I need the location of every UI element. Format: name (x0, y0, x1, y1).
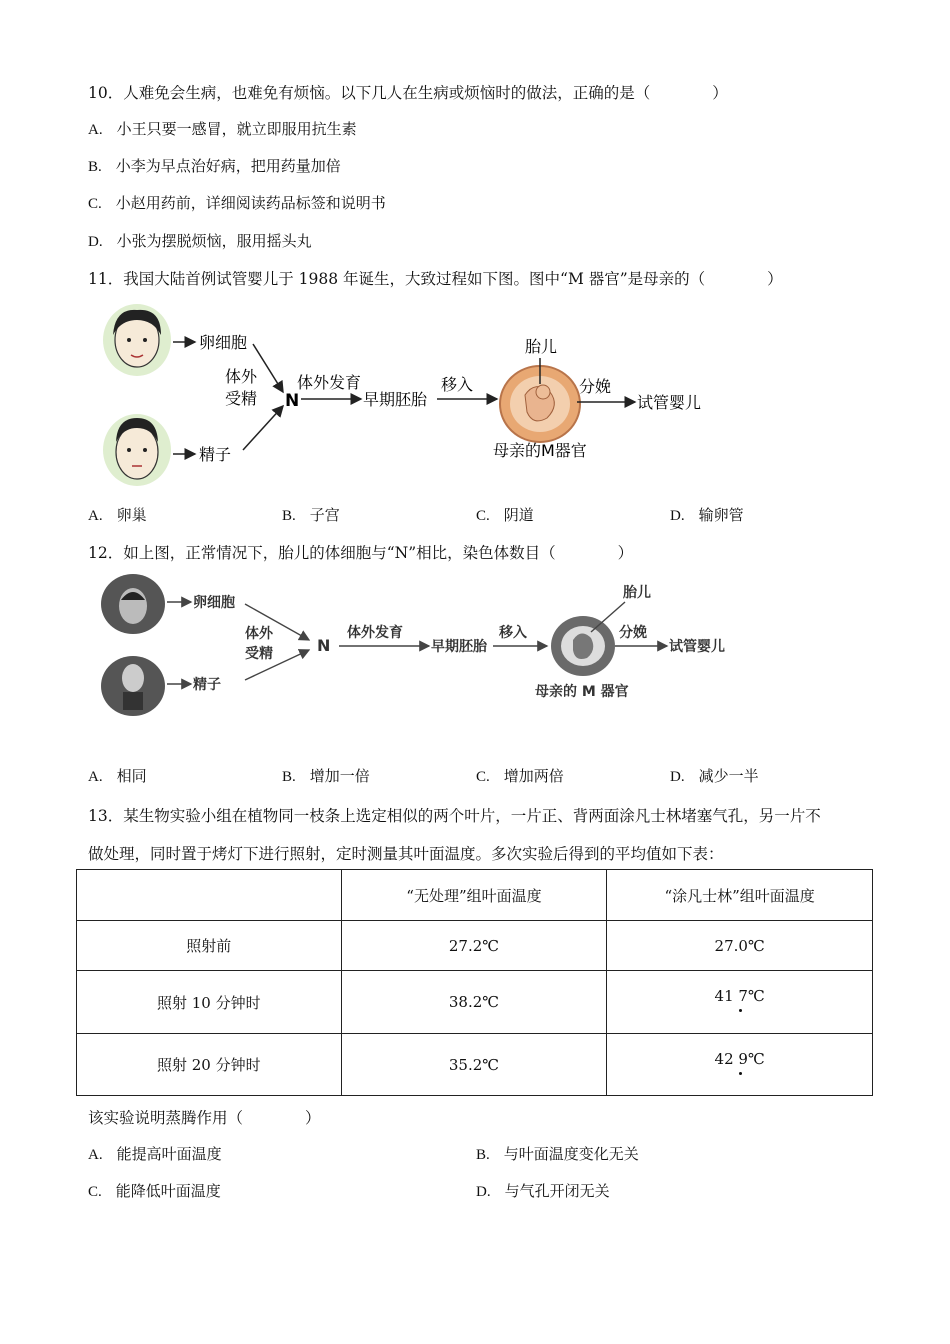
d2-organ-label: 母亲的 M 器官 (535, 684, 629, 700)
table-cell: 照射前 (77, 921, 342, 971)
mother-portrait-icon (103, 304, 171, 376)
question-12-option-c[interactable]: C. 增加两倍 (476, 767, 564, 785)
table-cell: 照射 20 分钟时 (77, 1034, 342, 1096)
question-13-option-c[interactable]: C. 能降低叶面温度 (88, 1182, 221, 1200)
father-portrait-gray-icon (101, 656, 165, 716)
d1-egg-label: 卵细胞 (199, 333, 248, 352)
question-11-option-b[interactable]: B. 子宫 (282, 506, 340, 524)
question-13-option-b[interactable]: B. 与叶面温度变化无关 (476, 1145, 639, 1163)
d2-n-label: N (317, 636, 331, 655)
question-12-option-b[interactable]: B. 增加一倍 (282, 767, 370, 785)
temperature-table (76, 869, 873, 1096)
table-header-cell: “涂凡士林”组叶面温度 (607, 870, 873, 921)
table-cell: 27.2℃ (341, 921, 607, 971)
question-10-stem: 10．人难免会生病，也难免有烦恼。以下几人在生病或烦恼时的做法，正确的是（ ） (88, 84, 728, 102)
question-11-option-a[interactable]: A. 卵巢 (88, 506, 147, 524)
table-row (77, 971, 873, 1034)
mother-portrait-gray-icon (101, 574, 165, 634)
table-cell-value: 42 9℃ (714, 1049, 765, 1068)
table-header-cell (77, 870, 342, 921)
question-13-conclusion: 该实验说明蒸腾作用（ ） (88, 1109, 321, 1127)
d1-embryo-label: 早期胚胎 (363, 390, 428, 409)
question-10-option-d[interactable]: D. 小张为摆脱烦恼，服用摇头丸 (88, 232, 312, 250)
d1-n-label: N (285, 391, 300, 411)
question-10-option-c[interactable]: C. 小赵用药前，详细阅读药品标签和说明书 (88, 194, 386, 212)
table-cell: 照射 10 分钟时 (77, 971, 342, 1034)
d2-transfer-label: 移入 (499, 625, 527, 641)
table-header-cell: “无处理”组叶面温度 (341, 870, 607, 921)
d2-development-label: 体外发育 (347, 625, 403, 641)
table-cell: 38.2℃ (341, 971, 607, 1034)
table-cell (607, 971, 873, 1034)
table-cell-value: 41 7℃ (714, 987, 765, 1005)
question-12-stem: 12．如上图，正常情况下，胎儿的体细胞与“N”相比，染色体数目（ ） (88, 544, 634, 562)
d2-fetus-label: 胎儿 (623, 585, 651, 601)
d2-embryo-label: 早期胚胎 (431, 639, 487, 655)
question-12-option-a[interactable]: A. 相同 (88, 767, 147, 785)
d1-birth-label: 分娩 (579, 377, 612, 396)
question-10-option-a[interactable]: A. 小王只要一感冒，就立即服用抗生素 (88, 120, 357, 138)
table-cell: 35.2℃ (341, 1034, 607, 1096)
ivf-diagram-color (95, 300, 735, 495)
father-portrait-icon (103, 414, 171, 486)
d1-organ-label: 母亲的M器官 (493, 441, 587, 460)
table-header-row (77, 870, 873, 921)
d1-transfer-label: 移入 (441, 375, 474, 394)
table-cell: 27.0℃ (607, 921, 873, 971)
ivf-diagram-grayscale (95, 570, 745, 720)
table-row (77, 1034, 873, 1096)
d1-fetus-label: 胎儿 (525, 337, 558, 356)
question-13-stem-line1: 13．某生物实验小组在植物同一枝条上选定相似的两个叶片，一片正、背两面涂凡士林堵塞气孔，另一片不 (88, 807, 821, 825)
d2-egg-label: 卵细胞 (193, 595, 235, 611)
d2-fertilization-line2: 受精 (245, 646, 273, 662)
table-cell (607, 1034, 873, 1096)
question-13-option-d[interactable]: D. 与气孔开闭无关 (476, 1182, 610, 1200)
d2-birth-label: 分娩 (619, 625, 647, 641)
table-row (77, 921, 873, 971)
d2-baby-label: 试管婴儿 (669, 639, 725, 655)
question-13-stem-line2: 做处理，同时置于烤灯下进行照射，定时测量其叶面温度。多次实验后得到的平均值如下表： (88, 845, 724, 863)
d1-baby-label: 试管婴儿 (637, 393, 702, 412)
decimal-dot-mark (739, 1072, 742, 1075)
question-11-option-c[interactable]: C. 阴道 (476, 506, 534, 524)
question-11-stem: 11．我国大陆首例试管婴儿于 1988 年诞生，大致过程如下图。图中“M 器官”是母亲的（ ） (88, 270, 783, 288)
question-11-option-d[interactable]: D. 输卵管 (670, 506, 744, 524)
d1-development-label: 体外发育 (297, 373, 362, 392)
question-10-option-b[interactable]: B. 小李为早点治好病，把用药量加倍 (88, 157, 341, 175)
d1-fertilization-line1: 体外 (225, 367, 258, 386)
d2-sperm-label: 精子 (193, 677, 221, 693)
uterus-fetus-gray-icon (551, 616, 615, 676)
d2-fertilization-line1: 体外 (245, 626, 273, 642)
decimal-dot-mark (739, 1009, 742, 1012)
d1-fertilization-line2: 受精 (225, 389, 258, 408)
question-13-option-a[interactable]: A. 能提高叶面温度 (88, 1145, 222, 1163)
question-12-option-d[interactable]: D. 减少一半 (670, 767, 759, 785)
d1-sperm-label: 精子 (199, 445, 232, 464)
